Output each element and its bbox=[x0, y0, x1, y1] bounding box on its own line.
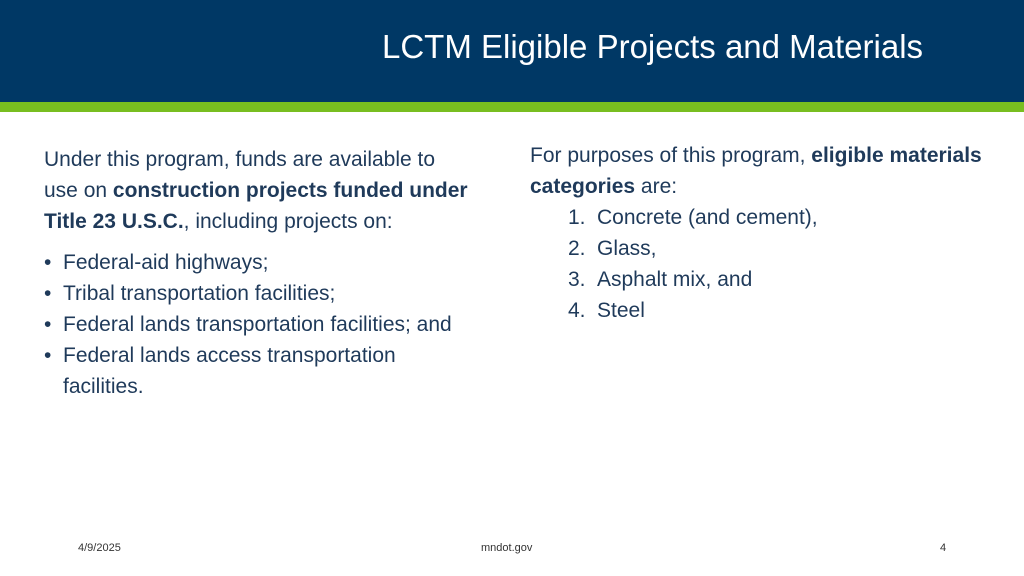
list-item-number: 3. bbox=[568, 268, 586, 291]
list-item-text: Tribal transportation facilities; bbox=[63, 282, 336, 305]
list-item-text: Steel bbox=[597, 299, 645, 322]
footer-page-number: 4 bbox=[940, 542, 947, 554]
list-item-text: Federal-aid highways; bbox=[63, 251, 269, 274]
list-item bbox=[568, 264, 990, 295]
list-item bbox=[44, 247, 474, 278]
list-item-number: 1. bbox=[568, 206, 586, 229]
project-types-list bbox=[44, 247, 474, 402]
right-column bbox=[530, 140, 990, 326]
right-intro-text: For purposes of this program, bbox=[530, 144, 812, 167]
list-item-text: Glass, bbox=[597, 237, 657, 260]
list-item bbox=[44, 309, 474, 340]
footer-site: mndot.gov bbox=[481, 542, 533, 554]
list-item-text: Asphalt mix, and bbox=[597, 268, 753, 291]
left-intro-bold: construction projects funded under Title 23 U.S.C. bbox=[44, 179, 468, 233]
right-intro-text-end: are: bbox=[635, 175, 678, 198]
list-item bbox=[568, 202, 990, 233]
list-item-text: Federal lands access transportation facilities. bbox=[63, 344, 396, 398]
header-accent-stripe bbox=[0, 102, 1024, 112]
list-item bbox=[44, 340, 474, 402]
right-intro-bold: eligible materials categories bbox=[530, 144, 982, 198]
list-item-text: Concrete (and cement), bbox=[597, 206, 818, 229]
bullet-icon: • bbox=[44, 313, 52, 336]
left-column bbox=[44, 144, 474, 402]
materials-list bbox=[530, 202, 990, 326]
list-item bbox=[568, 233, 990, 264]
bullet-icon: • bbox=[44, 344, 52, 367]
list-item-text: Federal lands transportation facilities; and bbox=[63, 313, 452, 336]
list-item bbox=[44, 278, 474, 309]
list-item-number: 4. bbox=[568, 299, 586, 322]
left-intro-text-end: , including projects on: bbox=[183, 210, 393, 233]
bullet-icon: • bbox=[44, 251, 52, 274]
left-intro-text: Under this program, funds are available to use on bbox=[44, 148, 436, 202]
left-intro bbox=[44, 144, 474, 237]
list-item-number: 2. bbox=[568, 237, 586, 260]
list-item bbox=[568, 295, 990, 326]
slide-title: LCTM Eligible Projects and Materials bbox=[382, 28, 924, 65]
footer-date: 4/9/2025 bbox=[78, 542, 121, 554]
bullet-icon: • bbox=[44, 282, 52, 305]
right-intro bbox=[530, 140, 990, 202]
